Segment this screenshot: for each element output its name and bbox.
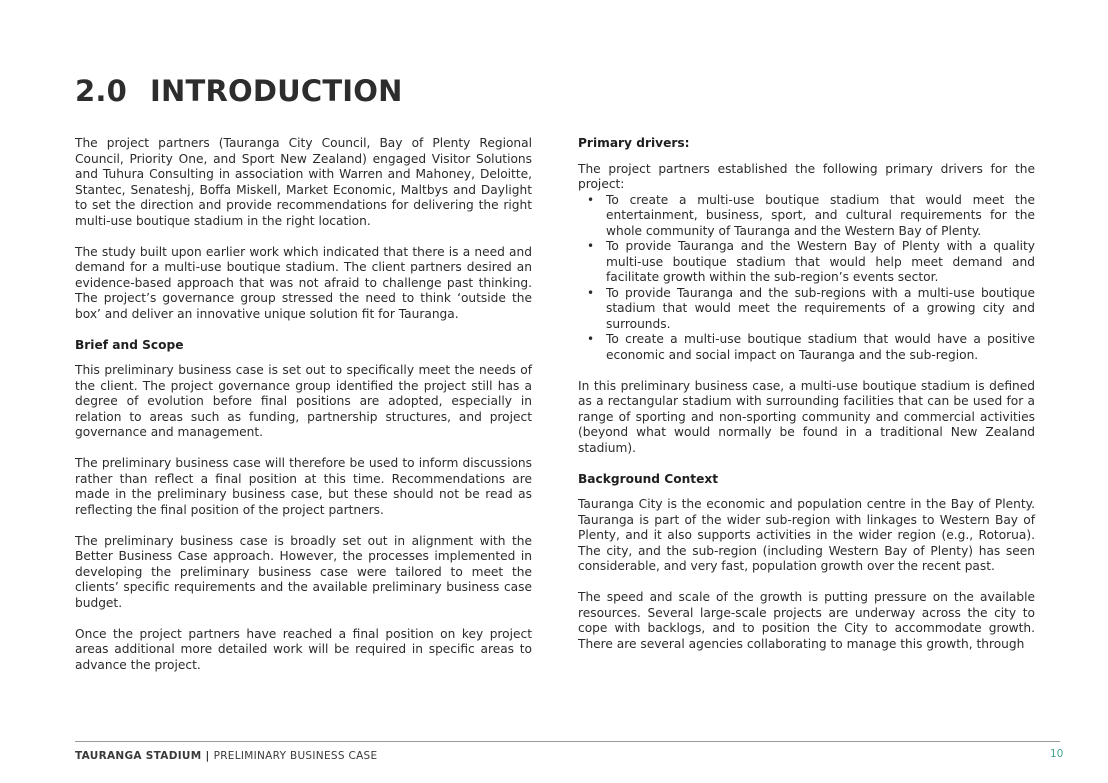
primary-drivers-heading: Primary drivers: <box>578 136 690 150</box>
definition-paragraph: In this preliminary business case, a multi-use boutique stadium is defined as a rectangular stadium with surrounding facilities that can be used for a range of sporting and non-sporting community and commercial activities (beyond what would normally be found in a traditional New Zealand stadium). <box>578 378 1035 455</box>
footer-doc-title: TAURANGA STADIUM <box>75 750 202 762</box>
list-item: • To create a multi-use boutique stadium that would have a positive economic and social impact on Tauranga and the sub-region. <box>606 332 1035 363</box>
section-number: 2.0 <box>75 74 127 108</box>
left-column <box>75 136 532 673</box>
drivers-intro: The project partners established the following primary drivers for the project: <box>578 161 1035 191</box>
footer-divider <box>75 741 1060 742</box>
background-paragraph-1: Tauranga City is the economic and population centre in the Bay of Plenty. Tauranga is part of the wider sub-region with linkages to Western Bay of Plenty, and it also supports activities in the wider region (e.g., Rotorua). The city, and the sub-region (including Western Bay of Plenty) has seen considerable, and very fast, population growth over the recent past. <box>578 497 1035 573</box>
footer-doc-subtitle: PRELIMINARY BUSINESS CASE <box>213 750 378 762</box>
footer-separator: | <box>201 750 214 762</box>
brief-paragraph-2: The preliminary business case will therefore be used to inform discussions rather than reflect a final position at this time. Recommendations are made in the preliminary business case, but these should not be read as reflecting the final position of the project partners. <box>75 456 532 517</box>
brief-paragraph-1: This preliminary business case is set out to specifically meet the needs of the client. The project governance group identified the project still has a degree of evolution before final positions are adopted, especially in relation to areas such as funding, partnership structures, and project governance and management. <box>75 363 532 439</box>
list-item: • To provide Tauranga and the Western Bay of Plenty with a quality multi-use boutique stadium that would help meet demand and facilitate growth within the sub-region’s events sector. <box>606 239 1035 286</box>
brief-paragraph-4: Once the project partners have reached a final position on key project areas additional more detailed work will be required in specific areas to advance the project. <box>75 626 532 672</box>
drivers-list <box>578 193 1035 364</box>
section-title-text: INTRODUCTION <box>150 74 403 108</box>
brief-paragraph-3: The preliminary business case is broadly set out in alignment with the Better Business Case approach. However, the processes implemented in developing the preliminary business case were tailored to meet the clients’ specific requirements and the available preliminary business case budget. <box>75 533 532 610</box>
background-context-heading: Background Context <box>578 471 719 486</box>
footer-document-title <box>75 750 377 762</box>
list-item: • To provide Tauranga and the sub-regions with a multi-use boutique stadium that would meet the requirements of a growing city and surrounds. <box>606 286 1035 333</box>
background-paragraph-2: The speed and scale of the growth is putting pressure on the available resources. Several large-scale projects are underway across the city to cope with backlogs, and to position the City to accommodate growth. There are several agencies collaborating to manage this growth, through <box>578 590 1035 651</box>
intro-paragraph-1: The project partners (Tauranga City Council, Bay of Plenty Regional Council, Priority One, and Sport New Zealand) engaged Visitor Solutions and Tuhura Consulting in association with Warren and Mahoney, Deloitte, Stantec, Senateshj, Boffa Miskell, Market Economic, Maltbys and Daylight to set the direction and provide recommendations for delivering the right multi-use boutique stadium in the right location. <box>75 136 532 228</box>
right-column <box>578 136 1035 652</box>
page-number: 10 <box>1050 748 1064 760</box>
section-title <box>75 74 403 108</box>
intro-paragraph-2: The study built upon earlier work which indicated that there is a need and demand for a multi-use boutique stadium. The client partners desired an evidence-based approach that was not afraid to challenge past thinking. The project’s governance group stressed the need to think ‘outside the box’ and deliver an innovative unique solution fit for Tauranga. <box>75 244 532 321</box>
brief-and-scope-heading: Brief and Scope <box>75 337 184 352</box>
list-item: • To create a multi-use boutique stadium that would meet the entertainment, business, sport, and cultural requirements for the whole community of Tauranga and the Western Bay of Plenty. <box>606 193 1035 240</box>
